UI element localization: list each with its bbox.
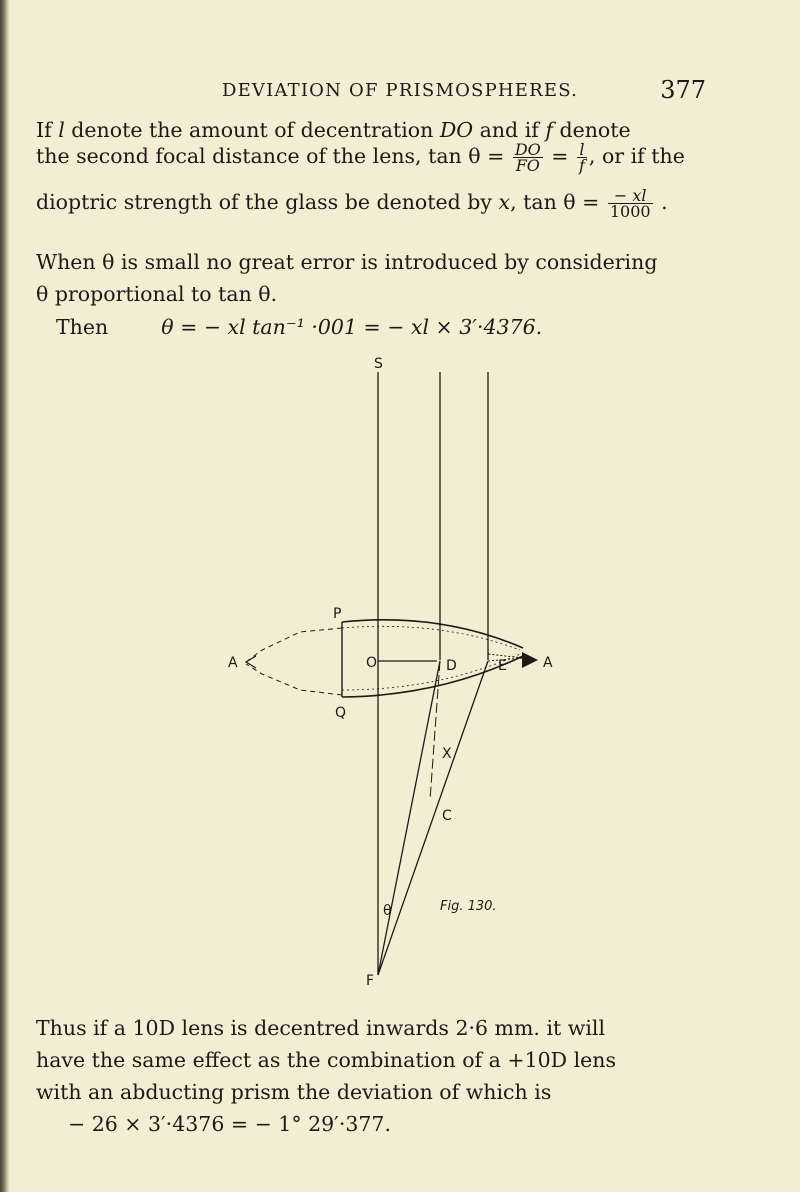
- dashed-line-DC: [430, 661, 440, 800]
- paragraph-3-line-2: have the same effect as the combination of a +10D lens: [36, 1048, 617, 1072]
- symbol-l: l: [58, 118, 65, 142]
- text-run: , tan θ =: [510, 190, 606, 214]
- text-run: denote the amount of decentration: [64, 118, 440, 142]
- label-Q: Q: [335, 705, 347, 721]
- fraction-numerator: DO: [514, 140, 541, 159]
- label-X: X: [442, 746, 452, 762]
- paragraph-2-line-2: θ proportional to tan θ.: [36, 282, 278, 306]
- ray-D-to-F: [378, 661, 440, 975]
- text-run: , or if the: [588, 144, 685, 168]
- label-F: F: [366, 973, 375, 989]
- arrow-left-icon: [246, 656, 256, 668]
- label-A-left: A: [228, 655, 238, 671]
- label-theta: θ: [383, 903, 392, 919]
- figure-caption: Fig. 130.: [440, 899, 497, 914]
- arrow-right-icon: [522, 652, 538, 668]
- text-run: dioptric strength of the glass be denoted by: [36, 190, 499, 214]
- symbol-DO: DO: [439, 118, 474, 142]
- then-formula: θ = − xl tan⁻¹ ·001 = − xl × 3′·4376.: [161, 315, 543, 339]
- fraction-numerator: − xl: [608, 188, 653, 204]
- fraction-denominator: 1000: [609, 202, 651, 221]
- text-run: .: [654, 190, 668, 214]
- equals-sign: =: [544, 144, 575, 168]
- symbol-x: x: [498, 190, 511, 214]
- ray-E-to-F: [378, 661, 488, 975]
- text-run: denote: [552, 118, 631, 142]
- label-C: C: [442, 808, 452, 824]
- running-title: DEVIATION OF PRISMOSPHERES.: [221, 80, 579, 101]
- label-O: O: [366, 655, 378, 671]
- paragraph-3-line-3: with an abducting prism the deviation of which is: [36, 1080, 552, 1104]
- page-number: 377: [660, 76, 706, 104]
- paragraph-3-line-4: − 26 × 3′·4376 = − 1° 29′·377.: [68, 1112, 391, 1136]
- label-S: S: [374, 356, 383, 372]
- label-E: E: [498, 658, 507, 674]
- lens-upper-surface: [342, 620, 523, 648]
- then-label: Then: [56, 315, 109, 339]
- label-A-right: A: [543, 655, 553, 671]
- text-run: and if: [473, 118, 546, 142]
- fraction-denominator: f: [579, 156, 585, 175]
- dashed-line-P-to-A: [246, 628, 342, 662]
- dashed-line-Q-to-A: [246, 664, 342, 695]
- label-P: P: [333, 606, 342, 622]
- fraction-numerator: l: [577, 142, 587, 158]
- paragraph-3-line-1: Thus if a 10D lens is decentred inwards 2·6 mm. it will: [36, 1016, 605, 1040]
- paragraph-2-line-1: When θ is small no great error is introduced by considering: [36, 250, 658, 274]
- fraction-denominator: FO: [515, 156, 540, 175]
- symbol-f: f: [545, 118, 553, 142]
- text-run: the second focal distance of the lens, tan θ =: [36, 144, 511, 168]
- label-D: D: [446, 658, 457, 674]
- text-run: If: [36, 118, 59, 142]
